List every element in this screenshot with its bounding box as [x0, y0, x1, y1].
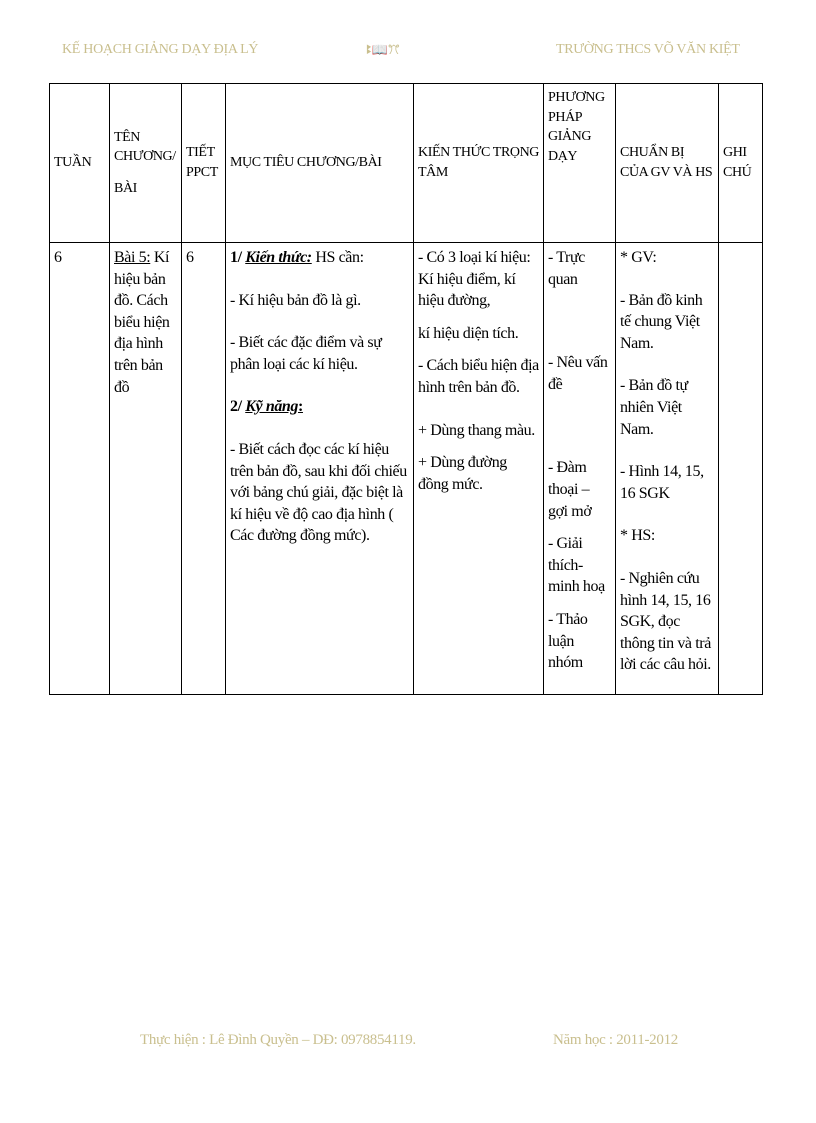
lesson-title: Kí hiệu bản đồ. Cách biểu hiện địa hình trên bản đồ: [114, 249, 170, 396]
header-ten-chuong-line2: BÀI: [114, 180, 137, 196]
prep-item: * GV:: [620, 249, 657, 266]
header-ten-chuong-line1: TÊN CHƯƠNG/: [114, 129, 176, 165]
method-item: - Giải thích- minh hoạ: [548, 535, 605, 596]
prep-item: - Bản đồ tự nhiên Việt Nam.: [620, 377, 688, 438]
header-kien-thuc: KIẾN THỨC TRỌNG TÂM: [414, 84, 544, 243]
header-ghi-chu: GHI CHÚ: [719, 84, 763, 243]
method-item: - Thảo luận nhóm: [548, 610, 588, 672]
cell-ten-bai: [110, 243, 182, 695]
cell-tuan: 6: [50, 243, 110, 695]
cell-chuan-bi: [616, 243, 719, 695]
lesson-number: Bài 5:: [114, 249, 151, 266]
header-phuong-phap: PHƯƠNG PHÁP GIẢNG DẠY: [544, 84, 616, 243]
knowledge-item: kí hiệu diện tích.: [418, 324, 519, 342]
cell-muc-tieu: [226, 243, 414, 695]
header-muc-tieu: MỤC TIÊU CHƯƠNG/BÀI: [226, 84, 414, 243]
header-school-name: TRƯỜNG THCS VÕ VĂN KIỆT: [556, 42, 740, 57]
objective-skill-heading: 2/ Kỹ năng:: [230, 398, 303, 416]
cell-phuong-phap: [544, 243, 616, 695]
lesson-plan-table: [49, 83, 763, 695]
method-item: - Trực quan: [548, 249, 585, 288]
cell-tiet: 6: [182, 243, 226, 695]
objective-knowledge-item: - Kí hiệu bản đồ là gì.: [230, 291, 361, 309]
header-ten-chuong: [110, 84, 182, 243]
knowledge-item: + Dùng đường đồng mức.: [418, 454, 507, 493]
method-item: - Đàm thoại – gợi mở: [548, 459, 592, 520]
objective-knowledge-item: - Biết các đặc điểm và sự phân loại các kí hiệu.: [230, 334, 382, 373]
header-ornament: ꔪ📖ꔫ: [366, 42, 400, 57]
prep-item: - Nghiên cứu hình 14, 15, 16 SGK, đọc thông tin và trả lời các câu hỏi.: [620, 569, 711, 674]
table-row: [50, 243, 763, 695]
knowledge-item: - Có 3 loại kí hiệu: Kí hiệu điểm, kí hiệu đường,: [418, 249, 531, 310]
footer-author: Thực hiện : Lê Đình Quyền – DĐ: 0978854119.: [140, 1032, 416, 1048]
method-item: - Nêu vấn đề: [548, 354, 608, 393]
table-header-row: [50, 84, 763, 243]
objective-skill-item: - Biết cách đọc các kí hiệu trên bản đồ, sau khi đối chiếu với bảng chú giải, đặc biệt là kí hiệu về độ cao địa hình ( Các đường đồng mức).: [230, 440, 407, 545]
knowledge-item: + Dùng thang màu.: [418, 421, 535, 439]
cell-ghi-chu: [719, 243, 763, 695]
header-tuan: TUẦN: [50, 84, 110, 243]
prep-item: - Hình 14, 15, 16 SGK: [620, 463, 704, 502]
skill-label: Kỹ năng: [245, 398, 299, 416]
cell-kien-thuc: [414, 243, 544, 695]
prep-item: * HS:: [620, 527, 655, 545]
footer-school-year: Năm học : 2011-2012: [553, 1032, 678, 1048]
header-tiet-ppct: TIẾT PPCT: [182, 84, 226, 243]
prep-item: - Bản đồ kinh tế chung Việt Nam.: [620, 291, 703, 352]
knowledge-item: - Cách biểu hiện địa hình trên bản đồ.: [418, 357, 539, 396]
header-school-plan-title: KẾ HOẠCH GIẢNG DẠY ĐỊA LÝ: [62, 42, 259, 57]
objective-knowledge-heading: 1/ Kiến thức: HS cần:: [230, 249, 364, 266]
header-chuan-bi: CHUẨN BỊ CỦA GV VÀ HS: [616, 84, 719, 243]
knowledge-label: Kiến thức:: [245, 249, 312, 266]
